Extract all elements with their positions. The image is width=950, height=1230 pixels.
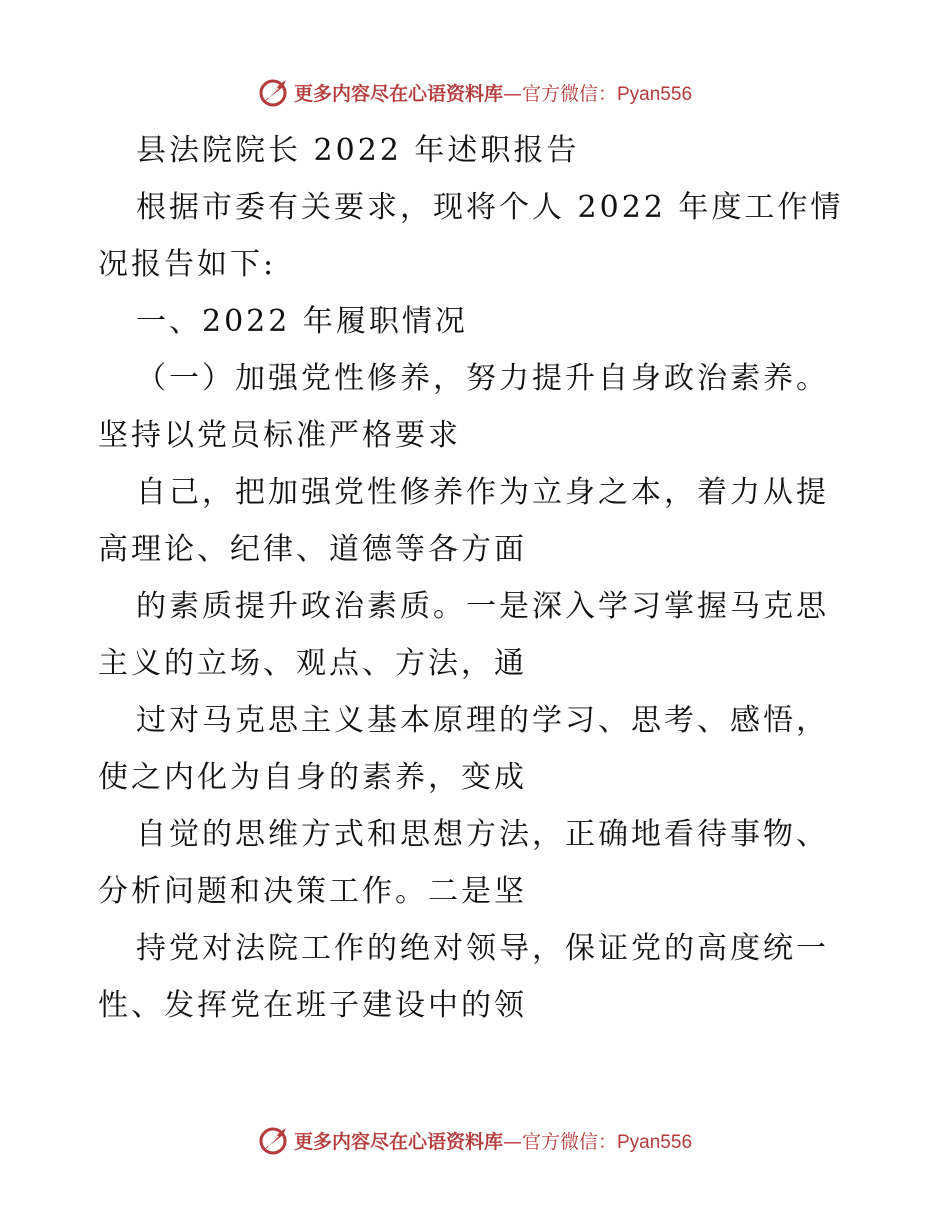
document-body — [98, 122, 858, 1034]
watermark-main-text: 更多内容尽在心语资料库 — [293, 1130, 503, 1153]
paragraph-line: 坚持以党员标准严格要求 — [98, 418, 461, 453]
paragraph-line: 分析问题和决策工作。二是坚 — [98, 874, 527, 909]
paragraph-line: 根据市委有关要求，现将个人 2022 年度工作情 — [136, 190, 844, 225]
section-heading: 一、2022 年履职情况 — [136, 304, 468, 339]
paragraph-line: 况报告如下: — [98, 247, 277, 282]
watermark-text — [294, 1127, 692, 1154]
watermark-label: 官方微信： — [521, 1130, 617, 1153]
paragraph-line: 的素质提升政治素质。一是深入学习掌握马克思 — [136, 589, 829, 624]
watermark-footer — [0, 1120, 950, 1160]
watermark-header — [0, 72, 950, 112]
paragraph-line: 过对马克思主义基本原理的学习、思考、感悟， — [136, 703, 829, 738]
paragraph-line: 高理论、纪律、道德等各方面 — [98, 532, 527, 567]
quill-logo-icon — [258, 1124, 290, 1156]
paragraph-line: 使之内化为自身的素养，变成 — [98, 760, 527, 795]
subsection-heading: （一）加强党性修养，努力提升自身政治素养。 — [136, 361, 829, 396]
document-title: 县法院院长 2022 年述职报告 — [136, 133, 580, 168]
paragraph-line: 自己，把加强党性修养作为立身之本，着力从提 — [136, 475, 829, 510]
watermark-wechat-id: Pyan556 — [617, 1131, 693, 1153]
watermark-main-text: 更多内容尽在心语资料库 — [293, 82, 503, 105]
watermark-wechat-id: Pyan556 — [617, 83, 693, 105]
paragraph-line: 主义的立场、观点、方法，通 — [98, 646, 527, 681]
watermark-text — [294, 79, 692, 106]
paragraph-line: 持党对法院工作的绝对领导，保证党的高度统一 — [136, 931, 829, 966]
paragraph-line: 性、发挥党在班子建设中的领 — [98, 988, 527, 1023]
paragraph-line: 自觉的思维方式和思想方法，正确地看待事物、 — [136, 817, 829, 852]
watermark-dash: — — [502, 1130, 522, 1153]
quill-logo-icon — [258, 76, 290, 108]
watermark-dash: — — [502, 82, 522, 105]
watermark-label: 官方微信： — [521, 82, 617, 105]
